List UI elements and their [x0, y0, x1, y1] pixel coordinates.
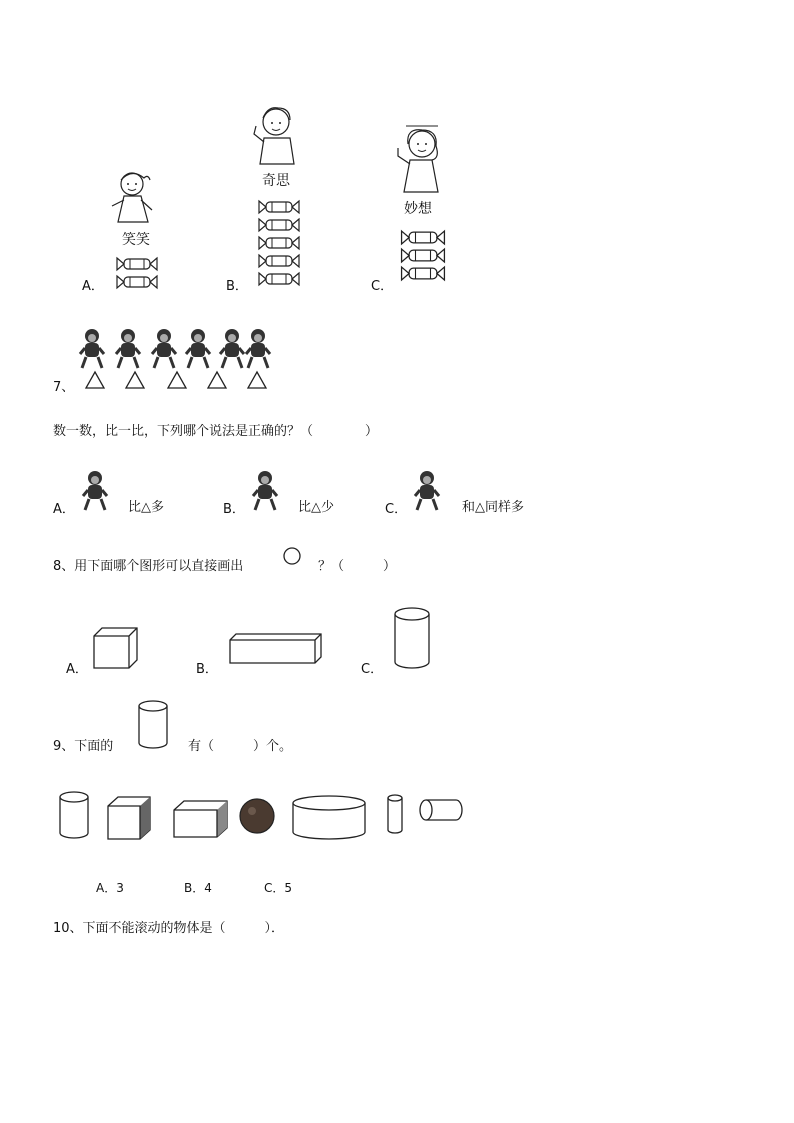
- monkey-icon: [220, 329, 244, 368]
- cylinder-icon: [137, 700, 169, 750]
- xiaoxiao-name: 笑笑: [122, 232, 150, 248]
- qisi-figure: [248, 104, 300, 166]
- monkey-icon: [414, 470, 440, 510]
- monkey-icon: [116, 329, 140, 368]
- q7-option-c-text: 和△同样多: [462, 500, 524, 515]
- circle-shape-icon: [282, 546, 302, 566]
- q8-question-prefix: 8、用下面哪个图形可以直接画出: [53, 559, 244, 574]
- triangle-icon: [126, 372, 144, 388]
- q9-option-b[interactable]: B．4: [184, 881, 212, 895]
- triangle-icon: [208, 372, 226, 388]
- triangle-icon: [86, 372, 104, 388]
- xiaoxiao-figure: [108, 168, 158, 230]
- monkey-icon: [152, 329, 176, 368]
- qisi-candies: [258, 200, 300, 286]
- triangle-icon: [248, 372, 266, 388]
- q7-monkeys-row: [80, 328, 280, 372]
- monkey-icon: [246, 329, 270, 368]
- q10-question: 10、下面不能滚动的物体是（ ）．: [53, 921, 285, 936]
- cylinder-icon: [293, 796, 365, 839]
- candy-icon: [258, 218, 300, 232]
- cube-icon[interactable]: [92, 626, 140, 670]
- miaoxiang-name: 妙想: [404, 201, 432, 217]
- q6-option-a[interactable]: A．: [82, 279, 104, 294]
- q7-number: 7、: [53, 380, 75, 395]
- q7-option-a-label[interactable]: A．: [53, 502, 75, 517]
- q7-option-c-label[interactable]: C．: [385, 502, 408, 517]
- candy-icon: [258, 254, 300, 268]
- candy-icon: [400, 266, 446, 281]
- q7-triangles-row: [84, 370, 274, 390]
- q8-option-b-label[interactable]: B．: [196, 662, 218, 677]
- cylinder-icon: [60, 792, 88, 838]
- q7-option-b-text: 比△少: [298, 500, 334, 515]
- cylinder-icon: [388, 795, 402, 833]
- xiaoxiao-candies: [116, 257, 158, 289]
- candy-icon: [400, 230, 446, 245]
- candy-icon: [258, 272, 300, 286]
- q9-question-prefix: 9、下面的: [53, 739, 114, 754]
- q9-shapes-row: [56, 790, 468, 842]
- q7-option-b-label[interactable]: B．: [223, 502, 245, 517]
- q8-option-a-label[interactable]: A．: [66, 662, 88, 677]
- triangle-icon: [168, 372, 186, 388]
- candy-icon: [258, 236, 300, 250]
- candy-icon: [116, 257, 158, 271]
- q9-option-c[interactable]: C．5: [264, 881, 293, 895]
- qisi-name: 奇思: [262, 173, 290, 189]
- cylinder-icon: [420, 800, 462, 820]
- miaoxiang-figure: [392, 122, 444, 194]
- candy-icon: [400, 248, 446, 263]
- q6-option-c[interactable]: C．: [371, 279, 394, 294]
- cuboid-icon: [174, 801, 227, 837]
- monkey-icon: [80, 329, 104, 368]
- q6-option-b[interactable]: B．: [226, 279, 248, 294]
- q7-question: 数一数，比一比，下列哪个说法是正确的？（ ）: [53, 424, 379, 439]
- monkey-icon: [186, 329, 210, 368]
- q9-option-a[interactable]: A．3: [96, 881, 124, 895]
- cube-icon: [108, 797, 150, 839]
- q8-option-c-label[interactable]: C．: [361, 662, 384, 677]
- q8-question-suffix: ？（ ）: [318, 559, 397, 574]
- miaoxiang-candies: [400, 230, 446, 281]
- candy-icon: [116, 275, 158, 289]
- cylinder-icon[interactable]: [392, 606, 432, 670]
- ball-icon: [240, 799, 274, 833]
- monkey-icon: [82, 470, 108, 510]
- candy-icon: [258, 200, 300, 214]
- q7-option-a-text: 比△多: [128, 500, 164, 515]
- monkey-icon: [252, 470, 278, 510]
- cuboid-icon[interactable]: [228, 632, 324, 666]
- q9-question-suffix: 有（ ）个。: [188, 739, 293, 754]
